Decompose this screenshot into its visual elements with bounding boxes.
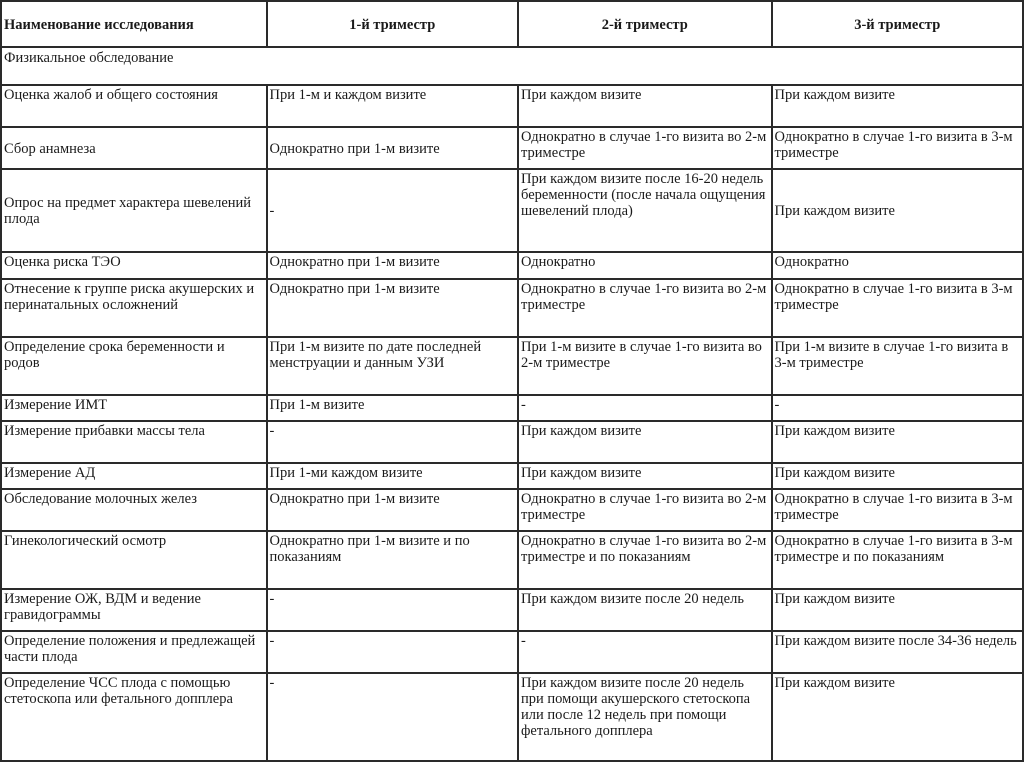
cell-trimester-3: При каждом визите bbox=[772, 85, 1024, 127]
table-row bbox=[1, 85, 1023, 127]
table-row bbox=[1, 169, 1023, 252]
row-name: Измерение прибавки массы тела bbox=[1, 421, 267, 463]
table-row bbox=[1, 631, 1023, 673]
section-row bbox=[1, 47, 1023, 85]
cell-trimester-2: - bbox=[518, 631, 771, 673]
table-row bbox=[1, 421, 1023, 463]
cell-trimester-1: - bbox=[267, 673, 518, 761]
cell-trimester-1: Однократно при 1-м визите bbox=[267, 127, 518, 169]
cell-trimester-3: Однократно в случае 1-го визита в 3-м триместре bbox=[772, 279, 1024, 337]
cell-trimester-3: При 1-м визите в случае 1-го визита в 3-м триместре bbox=[772, 337, 1024, 395]
cell-trimester-2: Однократно в случае 1-го визита во 2-м триместре bbox=[518, 127, 771, 169]
row-name: Оценка риска ТЭО bbox=[1, 252, 267, 279]
cell-trimester-1: Однократно при 1-м визите bbox=[267, 279, 518, 337]
table-row bbox=[1, 395, 1023, 421]
cell-trimester-3: При каждом визите bbox=[772, 421, 1024, 463]
table-row bbox=[1, 531, 1023, 589]
table-row bbox=[1, 489, 1023, 531]
cell-trimester-2: При каждом визите после 20 недель при помощи акушерского стетоскопа или после 12 недель при помощи фетального допплера bbox=[518, 673, 771, 761]
section-title: Физикальное обследование bbox=[1, 47, 1023, 85]
cell-trimester-3: Однократно в случае 1-го визита в 3-м триместре bbox=[772, 489, 1024, 531]
cell-trimester-3: Однократно в случае 1-го визита в 3-м триместре bbox=[772, 127, 1024, 169]
cell-trimester-1: Однократно при 1-м визите bbox=[267, 252, 518, 279]
cell-trimester-3: При каждом визите bbox=[772, 169, 1024, 252]
cell-trimester-3: При каждом визите bbox=[772, 673, 1024, 761]
table-header-row bbox=[1, 1, 1023, 47]
table-row bbox=[1, 279, 1023, 337]
row-name: Обследование молочных желез bbox=[1, 489, 267, 531]
cell-trimester-2: - bbox=[518, 395, 771, 421]
row-name: Сбор анамнеза bbox=[1, 127, 267, 169]
header-trimester-1: 1-й триместр bbox=[267, 1, 518, 47]
cell-trimester-2: Однократно bbox=[518, 252, 771, 279]
cell-trimester-1: - bbox=[267, 421, 518, 463]
row-name: Измерение ОЖ, ВДМ и ведение гравидограммы bbox=[1, 589, 267, 631]
row-name: Определение срока беременности и родов bbox=[1, 337, 267, 395]
cell-trimester-2: Однократно в случае 1-го визита во 2-м триместре bbox=[518, 279, 771, 337]
cell-trimester-2: При каждом визите bbox=[518, 463, 771, 489]
row-name: Измерение АД bbox=[1, 463, 267, 489]
table-row bbox=[1, 589, 1023, 631]
cell-trimester-2: Однократно в случае 1-го визита во 2-м триместре bbox=[518, 489, 771, 531]
cell-trimester-2: При каждом визите после 16-20 недель беременности (после начала ощущения шевелений плода) bbox=[518, 169, 771, 252]
cell-trimester-1: При 1-м визите по дате последней менструации и данным УЗИ bbox=[267, 337, 518, 395]
cell-trimester-1: При 1-м визите bbox=[267, 395, 518, 421]
header-trimester-2: 2-й триместр bbox=[518, 1, 771, 47]
cell-trimester-2: При каждом визите bbox=[518, 85, 771, 127]
cell-trimester-3: При каждом визите bbox=[772, 463, 1024, 489]
row-name: Опрос на предмет характера шевелений плода bbox=[1, 169, 267, 252]
cell-trimester-3: Однократно bbox=[772, 252, 1024, 279]
cell-trimester-2: При каждом визите после 20 недель bbox=[518, 589, 771, 631]
cell-trimester-3: - bbox=[772, 395, 1024, 421]
row-name: Оценка жалоб и общего состояния bbox=[1, 85, 267, 127]
cell-trimester-1: - bbox=[267, 169, 518, 252]
cell-trimester-2: При 1-м визите в случае 1-го визита во 2-м триместре bbox=[518, 337, 771, 395]
table-row bbox=[1, 463, 1023, 489]
table-row bbox=[1, 127, 1023, 169]
cell-trimester-1: При 1-ми каждом визите bbox=[267, 463, 518, 489]
cell-trimester-1: При 1-м и каждом визите bbox=[267, 85, 518, 127]
row-name: Измерение ИМТ bbox=[1, 395, 267, 421]
row-name: Определение ЧСС плода с помощью стетоскопа или фетального допплера bbox=[1, 673, 267, 761]
row-name: Отнесение к группе риска акушерских и перинатальных осложнений bbox=[1, 279, 267, 337]
table-row bbox=[1, 252, 1023, 279]
row-name: Определение положения и предлежащей части плода bbox=[1, 631, 267, 673]
cell-trimester-3: При каждом визите после 34-36 недель bbox=[772, 631, 1024, 673]
header-study-name: Наименование исследования bbox=[1, 1, 267, 47]
cell-trimester-1: - bbox=[267, 631, 518, 673]
cell-trimester-3: При каждом визите bbox=[772, 589, 1024, 631]
table-row bbox=[1, 673, 1023, 761]
cell-trimester-2: Однократно в случае 1-го визита во 2-м триместре и по показаниям bbox=[518, 531, 771, 589]
header-trimester-3: 3-й триместр bbox=[772, 1, 1024, 47]
cell-trimester-3: Однократно в случае 1-го визита в 3-м триместре и по показаниям bbox=[772, 531, 1024, 589]
cell-trimester-1: Однократно при 1-м визите bbox=[267, 489, 518, 531]
cell-trimester-1: - bbox=[267, 589, 518, 631]
row-name: Гинекологический осмотр bbox=[1, 531, 267, 589]
table-row bbox=[1, 337, 1023, 395]
cell-trimester-2: При каждом визите bbox=[518, 421, 771, 463]
cell-trimester-1: Однократно при 1-м визите и по показаниям bbox=[267, 531, 518, 589]
